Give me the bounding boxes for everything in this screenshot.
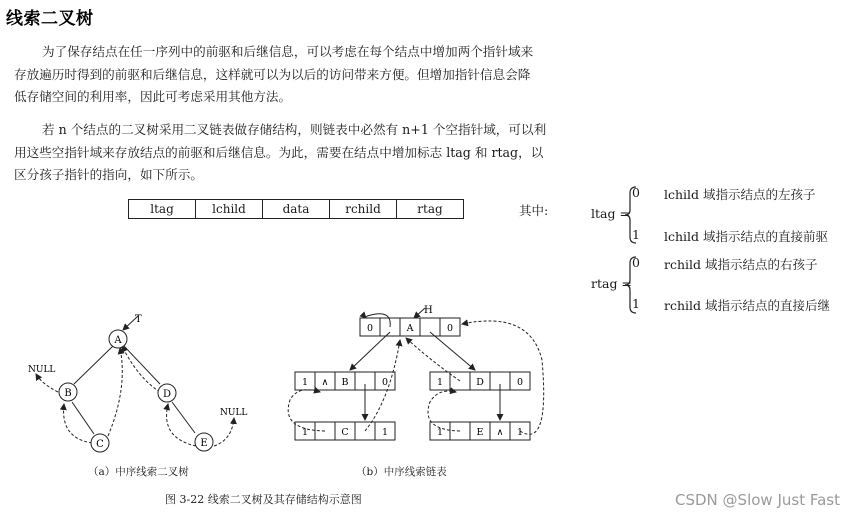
field-cell: rtag <box>397 200 464 219</box>
rtag-desc-1: rchild 域指示结点的直接后继 <box>664 298 830 313</box>
list-cell: 1 <box>381 427 389 438</box>
list-cell: ∧ <box>496 427 504 438</box>
tree-node-label: B <box>64 388 72 399</box>
ltag-desc-1: lchild 域指示结点的直接前驱 <box>664 229 829 244</box>
rtag-label: rtag = <box>591 276 632 291</box>
page-title: 线索二叉树 <box>6 9 94 29</box>
tree-pointer-label: T <box>135 314 142 325</box>
list-cell: 0 <box>516 377 524 388</box>
null-label: NULL <box>28 365 56 375</box>
node-structure-table <box>128 199 464 219</box>
ltag-desc-0: lchild 域指示结点的左孩子 <box>664 187 816 202</box>
rtag-desc-0: rchild 域指示结点的右孩子 <box>664 257 818 272</box>
list-cell: C <box>341 427 349 438</box>
field-cell: rchild <box>330 200 397 219</box>
list-cell: ∧ <box>321 377 329 388</box>
tree-node-label: A <box>114 335 122 346</box>
ltag-value-1: 1 <box>632 227 640 242</box>
list-cell: D <box>476 377 484 388</box>
null-label: NULL <box>220 408 248 418</box>
list-cell: 1 <box>301 377 309 388</box>
field-cell: ltag <box>129 200 196 219</box>
figure-b-list <box>280 300 560 470</box>
rtag-value-1: 1 <box>632 296 640 311</box>
list-cell: 1 <box>516 427 524 438</box>
figure-a-caption: （a）中序线索二叉树 <box>88 466 189 478</box>
paragraph-1 <box>14 41 594 109</box>
list-cell: A <box>406 323 414 334</box>
tree-node-label: E <box>200 438 208 449</box>
paragraph-line: 若 n 个结点的二叉树采用二叉链表做存储结构，则链表中必然有 n+1 个空指针域，可以利 <box>42 122 547 137</box>
paragraph-2 <box>14 119 594 187</box>
list-cell: E <box>476 427 484 438</box>
head-pointer-label: H <box>424 305 433 316</box>
field-cell: lchild <box>196 200 263 219</box>
figure-caption: 图 3-22 线索二叉树及其存储结构示意图 <box>165 493 362 506</box>
field-cell: data <box>263 200 330 219</box>
ltag-label: ltag = <box>591 206 630 221</box>
watermark: CSDN @Slow Just Fast <box>675 491 840 509</box>
ltag-value-0: 0 <box>632 185 640 200</box>
list-cell: 1 <box>436 427 444 438</box>
figure-a-tree <box>20 308 260 468</box>
list-cell: 0 <box>366 323 374 334</box>
where-label: 其中: <box>519 203 549 218</box>
list-cell: B <box>341 377 349 388</box>
paragraph-line: 用这些空指针域来存放结点的前驱和后继信息。为此，需要在结点中增加标志 ltag 和 rtag，以 <box>14 144 544 160</box>
paragraph-line: 区分孩子指针的指向，如下所示。 <box>14 167 203 182</box>
list-cell: 1 <box>436 377 444 388</box>
figure-b-caption: （b）中序线索链表 <box>356 466 447 478</box>
tree-node-label: D <box>162 389 172 400</box>
tree-node-label: C <box>96 439 104 450</box>
rtag-value-0: 0 <box>632 255 640 270</box>
paragraph-line: 为了保存结点在任一序列中的前驱和后继信息，可以考虑在每个结点中增加两个指针域来 <box>42 44 534 59</box>
list-cell: 1 <box>301 427 309 438</box>
paragraph-line: 低存储空间的利用率，因此可考虑采用其他方法。 <box>14 89 292 104</box>
list-cell: 0 <box>446 323 454 334</box>
paragraph-line: 存放遍历时得到的前驱和后继信息，这样就可以为以后的访问带来方便。但增加指针信息会降 <box>14 66 531 82</box>
list-cell: 0 <box>381 377 389 388</box>
